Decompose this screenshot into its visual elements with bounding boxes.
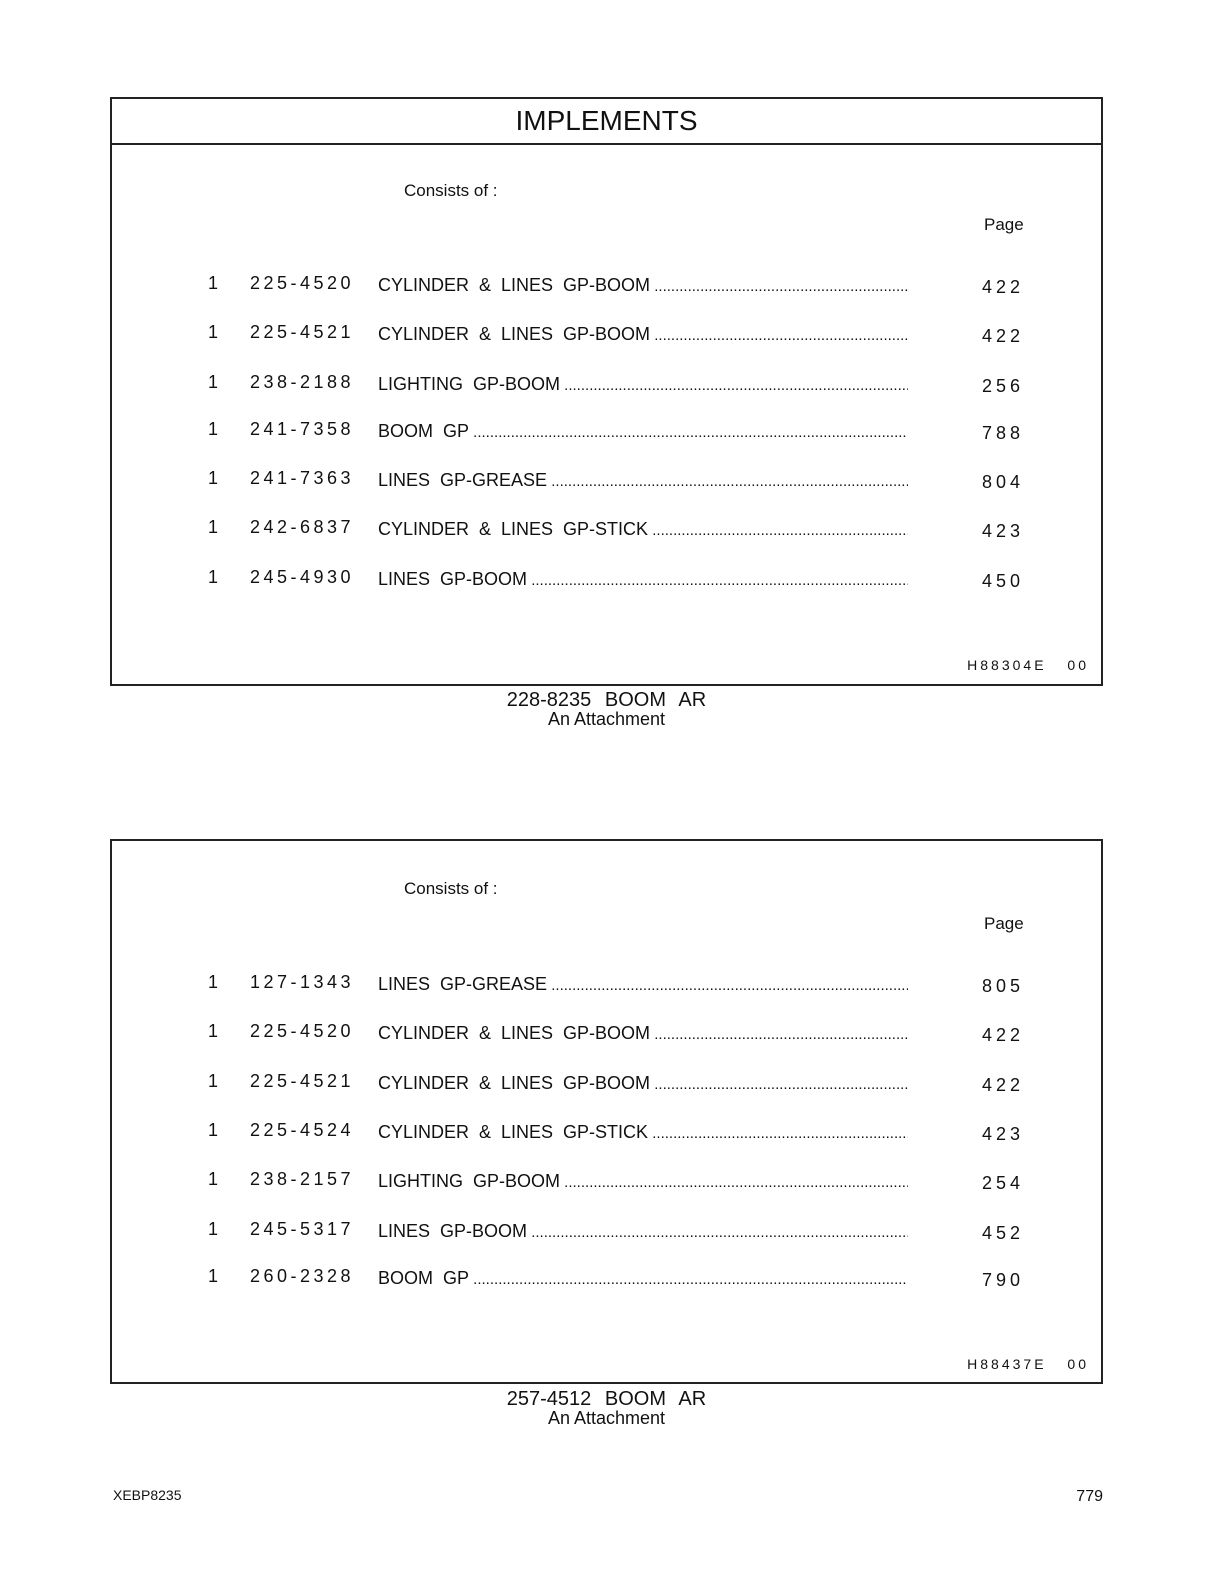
consists-of-label: Consists of : (404, 879, 498, 898)
part-description: CYLINDER & LINES GP-STICK ..... (378, 519, 908, 540)
part-quantity: 1 (208, 1120, 219, 1140)
page-reference: 254 (982, 1173, 1025, 1193)
part-description: CYLINDER & LINES GP-BOOM ..... (378, 324, 908, 345)
part-row (112, 374, 1101, 398)
section-header: IMPLEMENTS (112, 99, 1101, 145)
page-reference: 422 (982, 326, 1025, 346)
part-number: 225-4521 (250, 1071, 355, 1091)
part-description: BOOM GP ..... (378, 421, 908, 442)
part-quantity: 1 (208, 372, 219, 392)
part-number: 241-7358 (250, 419, 355, 439)
part-quantity: 1 (208, 1169, 219, 1189)
caption-title: 257-4512 BOOM AR (506, 1388, 707, 1410)
part-description: LINES GP-GREASE ..... (378, 470, 908, 491)
page-reference: 423 (982, 521, 1025, 541)
page-reference: 788 (982, 423, 1025, 443)
page-reference: 423 (982, 1124, 1025, 1144)
part-number: 238-2188 (250, 372, 355, 392)
page-column-header: Page (984, 914, 1024, 933)
part-description: CYLINDER & LINES GP-STICK ..... (378, 1122, 908, 1143)
part-quantity: 1 (208, 1071, 219, 1091)
part-description: CYLINDER & LINES GP-BOOM ..... (378, 1073, 908, 1094)
page-column-header: Page (984, 215, 1024, 234)
part-quantity: 1 (208, 1266, 219, 1286)
section-caption (110, 690, 1103, 728)
part-description: LINES GP-BOOM ..... (378, 1221, 908, 1242)
page-reference: 450 (982, 571, 1025, 591)
part-quantity: 1 (208, 1021, 219, 1041)
part-quantity: 1 (208, 567, 219, 587)
part-quantity: 1 (208, 1219, 219, 1239)
part-number: 242-6837 (250, 517, 355, 537)
part-row (112, 1023, 1101, 1047)
page-reference: 452 (982, 1223, 1025, 1243)
part-row (112, 470, 1101, 494)
page-reference: 805 (982, 976, 1025, 996)
part-number: 225-4524 (250, 1120, 355, 1140)
part-row (112, 324, 1101, 348)
part-quantity: 1 (208, 517, 219, 537)
part-number: 260-2328 (250, 1266, 355, 1286)
part-quantity: 1 (208, 419, 219, 439)
part-quantity: 1 (208, 322, 219, 342)
part-number: 225-4521 (250, 322, 355, 342)
parts-panel-implements (110, 97, 1103, 686)
part-row (112, 421, 1101, 445)
part-number: 225-4520 (250, 273, 355, 293)
part-row (112, 1122, 1101, 1146)
page-reference: 790 (982, 1270, 1025, 1290)
part-row (112, 1221, 1101, 1245)
part-number: 241-7363 (250, 468, 355, 488)
part-row (112, 275, 1101, 299)
part-description: LIGHTING GP-BOOM ..... (378, 1171, 908, 1192)
part-quantity: 1 (208, 273, 219, 293)
illustration-code: H88304E 00 (967, 657, 1089, 673)
part-description: BOOM GP ..... (378, 1268, 908, 1289)
illustration-code: H88437E 00 (967, 1356, 1089, 1372)
part-quantity: 1 (208, 972, 219, 992)
part-description: LINES GP-BOOM ..... (378, 569, 908, 590)
page-number: 779 (1076, 1488, 1103, 1505)
page-reference: 422 (982, 277, 1025, 297)
part-row (112, 974, 1101, 998)
part-description: CYLINDER & LINES GP-BOOM ..... (378, 1023, 908, 1044)
part-number: 225-4520 (250, 1021, 355, 1041)
page-reference: 422 (982, 1025, 1025, 1045)
parts-panel-second (110, 839, 1103, 1384)
part-row (112, 1073, 1101, 1097)
part-row (112, 569, 1101, 593)
caption-title: 228-8235 BOOM AR (506, 689, 707, 711)
part-number: 238-2157 (250, 1169, 355, 1189)
part-description: LIGHTING GP-BOOM ..... (378, 374, 908, 395)
part-row (112, 1171, 1101, 1195)
page-reference: 256 (982, 376, 1025, 396)
part-description: CYLINDER & LINES GP-BOOM ..... (378, 275, 908, 296)
section-caption (110, 1389, 1103, 1427)
consists-of-label: Consists of : (404, 181, 498, 200)
part-number: 245-4930 (250, 567, 355, 587)
part-number: 127-1343 (250, 972, 355, 992)
page-reference: 804 (982, 472, 1025, 492)
part-number: 245-5317 (250, 1219, 355, 1239)
part-row (112, 519, 1101, 543)
document-id: XEBP8235 (113, 1487, 182, 1503)
caption-subtitle: An Attachment (547, 1408, 666, 1428)
caption-subtitle: An Attachment (547, 709, 666, 729)
page-reference: 422 (982, 1075, 1025, 1095)
part-row (112, 1268, 1101, 1292)
part-quantity: 1 (208, 468, 219, 488)
part-description: LINES GP-GREASE ..... (378, 974, 908, 995)
